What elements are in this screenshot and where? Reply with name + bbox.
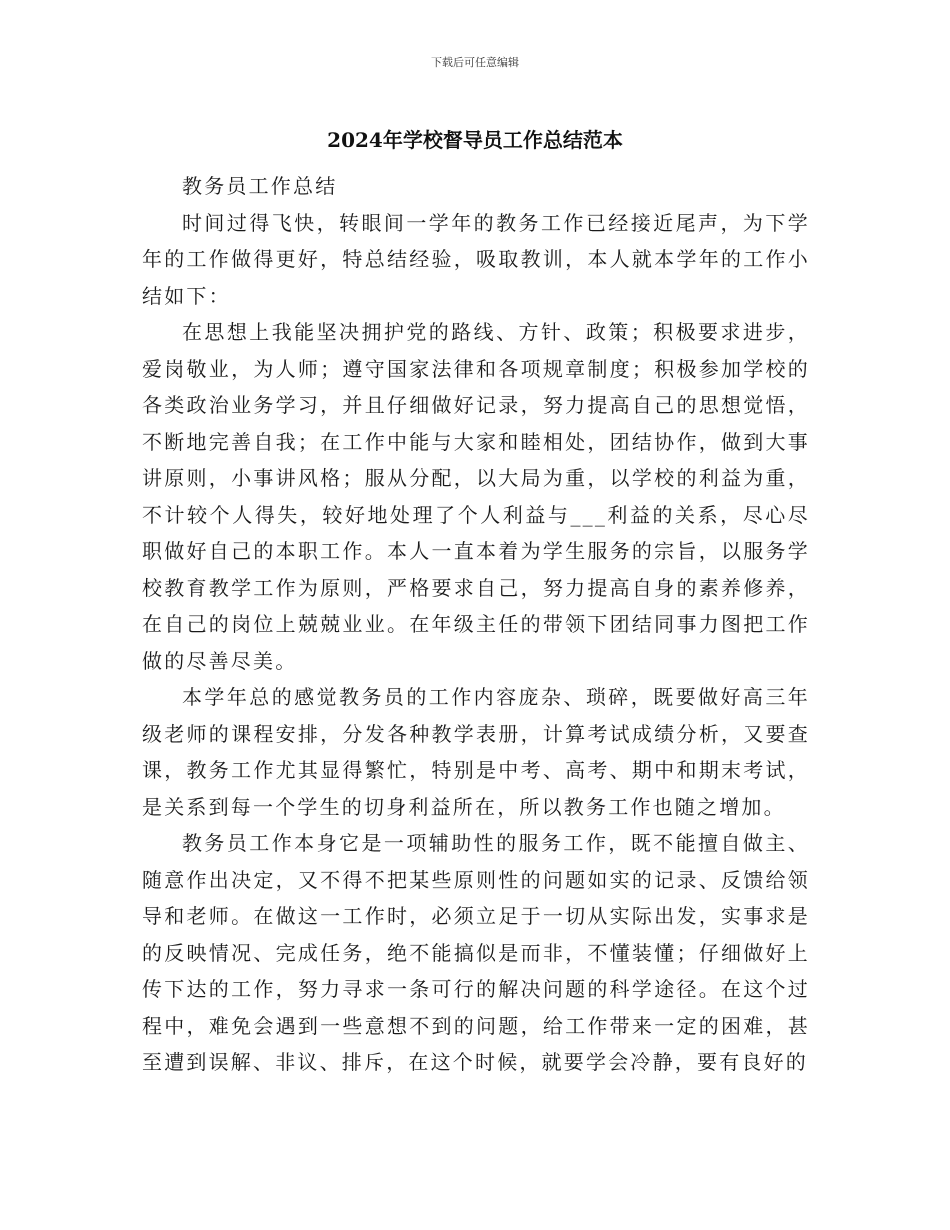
paragraph-subtitle: 教务员工作总结 <box>182 174 338 198</box>
header-note: 下载后可任意编辑 <box>431 56 519 69</box>
paragraph: 本学年总的感觉教务员的工作内容庞杂、琐碎，既要做好高三年级老师的课程安排，分发各种教学表册，计算考试成绩分析，又要查课，教务工作尤其显得繁忙，特别是中考、高考、期中和期末考试，是关系到每一个学生的切身利益所在，所以教务工作也随之增加。 <box>142 685 810 819</box>
document-title: 2024年学校督导员工作总结范本 <box>327 128 623 152</box>
paragraph: 时间过得飞快，转眼间一学年的教务工作已经接近尾声，为下学年的工作做得更好，特总结经验，吸取教训，本人就本学年的工作小结如下： <box>142 210 810 308</box>
paragraph: 在思想上我能坚决拥护党的路线、方针、政策；积极要求进步，爱岗敬业，为人师；遵守国家法律和各项规章制度；积极参加学校的各类政治业务学习，并且仔细做好记录，努力提高自己的思想觉悟，不断地完善自我；在工作中能与大家和睦相处，团结协作，做到大事讲原则，小事讲风格；服从分配，以大局为重，以学校的利益为重，不计较个人得失，较好地处理了个人利益与___利益的关系，尽心尽职做好自己的本职工作。本人一直本着为学生服务的宗旨，以服务学校教育教学工作为原则，严格要求自己，努力提高自身的素养修养，在自己的岗位上兢兢业业。在年级主任的带领下团结同事力图把工作做的尽善尽美。 <box>142 320 810 673</box>
paragraph: 教务员工作本身它是一项辅助性的服务工作，既不能擅自做主、随意作出决定，又不得不把某些原则性的问题如实的记录、反馈给领导和老师。在做这一工作时，必须立足于一切从实际出发，实事求是的反映情况、完成任务，绝不能搞似是而非，不懂装懂；仔细做好上传下达的工作，努力寻求一条可行的解决问题的科学途径。在这个过程中，难免会遇到一些意想不到的问题，给工作带来一定的困难，甚至遭到误解、非议、排斥，在这个时候，就要学会冷静，要有良好的 <box>142 831 810 1074</box>
document-body <box>142 168 810 1081</box>
